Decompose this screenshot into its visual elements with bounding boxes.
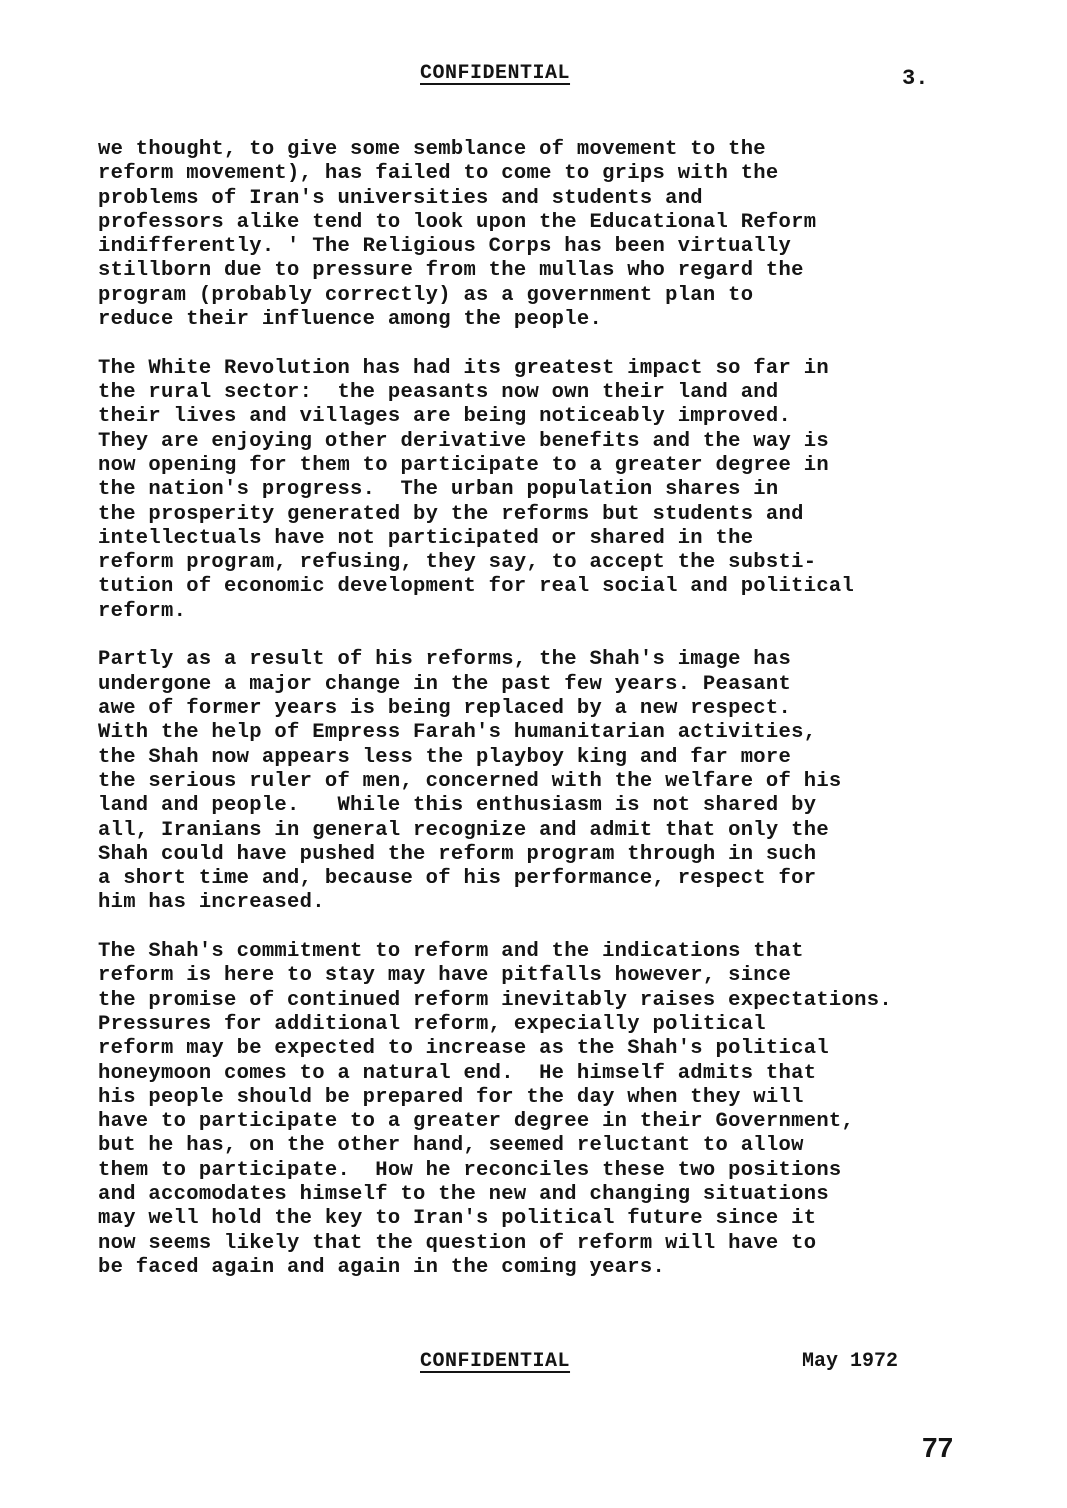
text-line: the rural sector: the peasants now own their land and (98, 381, 779, 405)
text-line: undergone a major change in the past few years. Peasant (98, 672, 792, 696)
text-line: professors alike tend to look upon the Educational Reform (98, 210, 817, 234)
paragraph-1 (98, 138, 1038, 332)
document-date: May 1972 (802, 1350, 899, 1373)
text-line: their lives and villages are being noticeably improved. (98, 405, 792, 429)
text-line: now seems likely that the question of reform will have to (98, 1231, 817, 1255)
classification-header: CONFIDENTIAL (420, 62, 571, 85)
folio-number: 77 (922, 1432, 954, 1463)
text-line: have to participate to a greater degree in their Government, (98, 1110, 855, 1134)
paragraph-4 (98, 940, 1038, 1280)
text-line: be faced again and again in the coming years. (98, 1255, 666, 1279)
text-line: may well hold the key to Iran's political future since it (98, 1207, 817, 1231)
text-line: all, Iranians in general recognize and admit that only the (98, 818, 829, 842)
text-line: awe of former years is being replaced by a new respect. (98, 697, 792, 721)
text-line: reform. (98, 599, 187, 623)
text-line: the promise of continued reform inevitably raises expectations. (98, 988, 892, 1012)
text-line: we thought, to give some semblance of movement to the (98, 138, 766, 161)
text-line: The Shah's commitment to reform and the indications that (98, 940, 804, 964)
text-line: the prosperity generated by the reforms but students and (98, 502, 804, 526)
classification-footer: CONFIDENTIAL (420, 1350, 571, 1373)
text-line: program (probably correctly) as a government plan to (98, 283, 754, 307)
text-line: stillborn due to pressure from the mullas who regard the (98, 259, 804, 283)
text-line: him has increased. (98, 891, 325, 915)
text-line: Partly as a result of his reforms, the Shah's image has (98, 648, 792, 672)
document-body (98, 138, 1038, 1305)
text-line: tution of economic development for real social and political (98, 575, 855, 599)
text-line: intellectuals have not participated or shared in the (98, 526, 754, 550)
paragraph-3 (98, 648, 1038, 915)
text-line: honeymoon comes to a natural end. He himself admits that (98, 1061, 817, 1085)
text-line: them to participate. How he reconciles these two positions (98, 1158, 842, 1182)
text-line: reduce their influence among the people. (98, 308, 603, 332)
text-line: a short time and, because of his performance, respect for (98, 867, 817, 891)
text-line: now opening for them to participate to a greater degree in (98, 453, 829, 477)
text-line: They are enjoying other derivative benefits and the way is (98, 429, 829, 453)
text-line: land and people. While this enthusiasm is not shared by (98, 794, 817, 818)
text-line: With the help of Empress Farah's humanitarian activities, (98, 721, 817, 745)
page-number: 3. (902, 66, 929, 91)
text-line: reform is here to stay may have pitfalls however, since (98, 964, 792, 988)
text-line: the Shah now appears less the playboy king and far more (98, 745, 792, 769)
text-line: The White Revolution has had its greatest impact so far in (98, 356, 829, 380)
text-line: Pressures for additional reform, expecially political (98, 1012, 766, 1036)
text-line: reform may be expected to increase as the Shah's political (98, 1037, 829, 1061)
text-line: the serious ruler of men, concerned with the welfare of his (98, 769, 842, 793)
text-line: Shah could have pushed the reform program through in such (98, 842, 817, 866)
text-line: but he has, on the other hand, seemed reluctant to allow (98, 1134, 804, 1158)
paragraph-2 (98, 357, 1038, 624)
text-line: his people should be prepared for the day when they will (98, 1085, 804, 1109)
text-line: reform program, refusing, they say, to accept the substi- (98, 551, 817, 575)
text-line: and accomodates himself to the new and changing situations (98, 1183, 829, 1207)
text-line: indifferently. ' The Religious Corps has been virtually (98, 235, 792, 259)
text-line: the nation's progress. The urban population shares in (98, 478, 779, 502)
text-line: reform movement), has failed to come to grips with the (98, 162, 779, 186)
text-line: problems of Iran's universities and students and (98, 186, 703, 210)
